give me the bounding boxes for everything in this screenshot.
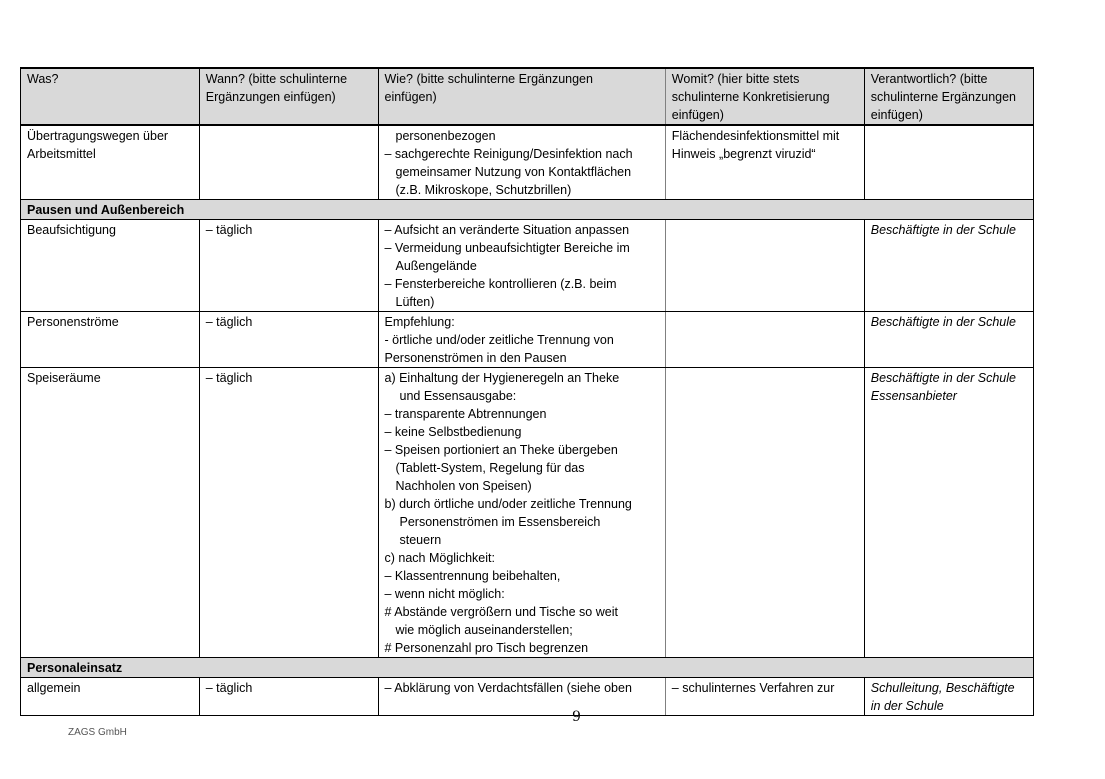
how-line: (Tablett-System, Regelung für das — [395, 461, 585, 475]
footer-company: ZAGS GmbH — [68, 727, 127, 738]
header-verantwortlich-line1: Verantwortlich? (bitte — [870, 72, 988, 86]
how-line: wie möglich auseinanderstellen; — [395, 623, 573, 637]
cell-with — [665, 368, 864, 658]
cell-how — [378, 678, 665, 716]
cell-with — [665, 312, 864, 368]
how-line: – Aufsicht an veränderte Situation anpassen — [384, 223, 630, 237]
header-verantwortlich — [864, 68, 1033, 125]
cell-when: – täglich — [199, 678, 378, 716]
with-line: Hinweis „begrenzt viruzid“ — [671, 147, 816, 161]
how-line: – sachgerechte Reinigung/Desinfektion nach — [384, 147, 633, 161]
resp-line: Beschäftigte in der Schule — [870, 371, 1016, 385]
how-line: personenbezogen — [395, 129, 496, 143]
how-line: gemeinsamer Nutzung von Kontaktflächen — [395, 165, 632, 179]
how-line: c) nach Möglichkeit: — [384, 551, 495, 565]
cell-when: – täglich — [199, 220, 378, 312]
cell-when: – täglich — [199, 312, 378, 368]
header-verantwortlich-line3: einfügen) — [870, 108, 923, 122]
row-label-speiseraeume: Speiseräume — [21, 368, 200, 658]
measures-table — [20, 67, 1034, 716]
cell-resp — [864, 678, 1033, 716]
row-label-beaufsichtigung: Beaufsichtigung — [21, 220, 200, 312]
header-wann — [199, 68, 378, 125]
how-line: # Abstände vergrößern und Tische so weit — [384, 605, 618, 619]
section-row-personaleinsatz — [21, 658, 1034, 678]
how-line: – Speisen portioniert an Theke übergeben — [384, 443, 618, 457]
how-line: # Personenzahl pro Tisch begrenzen — [384, 641, 589, 655]
header-verantwortlich-line2: schulinterne Ergänzungen — [870, 90, 1017, 104]
how-line: – Vermeidung unbeaufsichtigter Bereiche im — [384, 241, 630, 255]
how-line: Lüften) — [395, 295, 435, 309]
table-row — [21, 368, 1034, 658]
table-row — [21, 678, 1034, 716]
header-womit-line3: einfügen) — [671, 108, 724, 122]
row-label-line: Übertragungswegen über — [27, 129, 169, 143]
cell-how — [378, 125, 665, 200]
header-was-text: Was? — [27, 72, 59, 86]
how-line: steuern — [399, 533, 442, 547]
cell-with — [665, 125, 864, 200]
header-row — [21, 68, 1034, 125]
cell-when — [199, 125, 378, 200]
header-womit — [665, 68, 864, 125]
cell-when: – täglich — [199, 368, 378, 658]
with-line: – schulinternes Verfahren zur — [671, 681, 835, 695]
how-line: – keine Selbstbedienung — [384, 425, 522, 439]
how-line: Nachholen von Speisen) — [395, 479, 532, 493]
resp-line: Schulleitung, Beschäftigte — [870, 681, 1015, 695]
row-label-allgemein: allgemein — [21, 678, 200, 716]
cell-with — [665, 678, 864, 716]
header-womit-line2: schulinterne Konkretisierung — [671, 90, 830, 104]
cell-with — [665, 220, 864, 312]
with-line: Flächendesinfektionsmittel mit — [671, 129, 840, 143]
how-line: – transparente Abtrennungen — [384, 407, 547, 421]
header-wie — [378, 68, 665, 125]
section-row-pausen — [21, 200, 1034, 220]
how-line: Personenströmen im Essensbereich — [399, 515, 601, 529]
how-line: Außengelände — [395, 259, 477, 273]
how-line: – Abklärung von Verdachtsfällen (siehe oben — [384, 681, 632, 695]
cell-how — [378, 368, 665, 658]
how-line: – wenn nicht möglich: — [384, 587, 505, 601]
row-label-personenstroeme: Personenströme — [21, 312, 200, 368]
how-line: Empfehlung: — [384, 315, 455, 329]
header-wann-line1: Wann? (bitte schulinterne — [205, 72, 348, 86]
header-wie-line2: einfügen) — [384, 90, 437, 104]
table-row — [21, 312, 1034, 368]
cell-resp: Beschäftigte in der Schule — [864, 220, 1033, 312]
cell-how — [378, 312, 665, 368]
how-line: – Fensterbereiche kontrollieren (z.B. beim — [384, 277, 617, 291]
how-line: a) Einhaltung der Hygieneregeln an Theke — [384, 371, 620, 385]
page-number: 9 — [572, 709, 581, 725]
table-row — [21, 220, 1034, 312]
cell-resp — [864, 368, 1033, 658]
cell-how — [378, 220, 665, 312]
header-wie-line1: Wie? (bitte schulinterne Ergänzungen — [384, 72, 593, 86]
how-line: Personenströmen in den Pausen — [384, 351, 567, 365]
resp-line: Essensanbieter — [870, 389, 957, 403]
section-title-personaleinsatz: Personaleinsatz — [21, 658, 1034, 678]
how-line: b) durch örtliche und/oder zeitliche Trennung — [384, 497, 632, 511]
cell-resp: Beschäftigte in der Schule — [864, 312, 1033, 368]
how-line: und Essensausgabe: — [399, 389, 517, 403]
how-line: - örtliche und/oder zeitliche Trennung von — [384, 333, 614, 347]
header-womit-line1: Womit? (hier bitte stets — [671, 72, 800, 86]
header-was — [21, 68, 200, 125]
row-label-uebertragung — [21, 125, 200, 200]
row-label-line: Arbeitsmittel — [27, 147, 96, 161]
header-wann-line2: Ergänzungen einfügen) — [205, 90, 336, 104]
how-line: (z.B. Mikroskope, Schutzbrillen) — [395, 183, 572, 197]
table-row — [21, 125, 1034, 200]
section-title-pausen: Pausen und Außenbereich — [21, 200, 1034, 220]
cell-resp — [864, 125, 1033, 200]
resp-line: in der Schule — [870, 699, 944, 713]
how-line: – Klassentrennung beibehalten, — [384, 569, 561, 583]
